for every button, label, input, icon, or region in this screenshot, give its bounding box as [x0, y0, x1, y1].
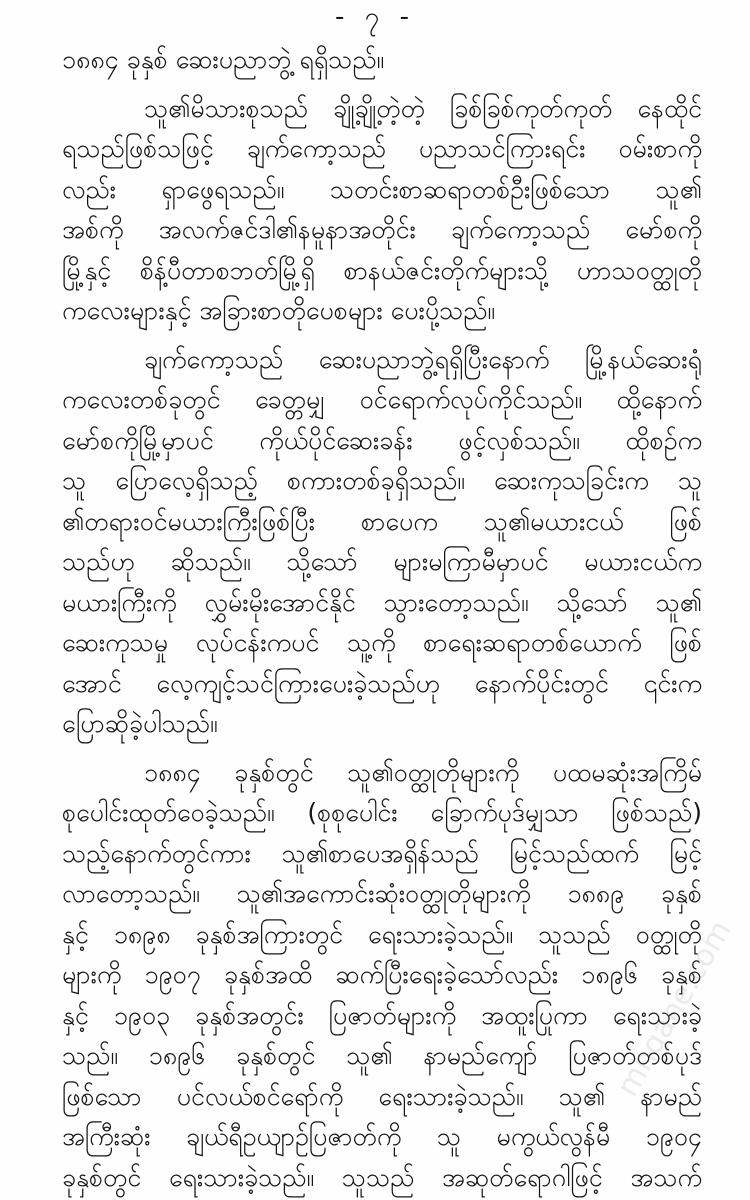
text-line: သူ ပြောလေ့ရှိသည့် စကားတစ်ခုရှိသည်။ ဆေးကုသခြင်းက သူ [62, 466, 702, 495]
text-line: မော်စကိုမြို့မှာပင် ကိုယ်ပိုင်ဆေးခန်း ဖွင့်လှစ်သည်။ ထိုစဉ်က [62, 425, 702, 455]
text-line: သည်ဟု ဆိုသည်။ သို့သော် များမကြာမီမှာပင် မယားငယ်က [62, 547, 702, 576]
text-line: ကလေးတစ်ခုတွင် ခေတ္တမျှ ဝင်ရောက်လုပ်ကိုင်သည်။ ထို့နောက် [62, 385, 702, 414]
text-line: သည့်နောက်တွင်ကား သူ၏စာပေအရှိန်သည် မြင့်သည်ထက် မြင့် [62, 838, 702, 868]
paragraph-first-line: ၁၈၈၄ ခုနှစ်တွင် သူ၏ဝတ္ထုတိုများကို ပထမဆုံးအကြိမ် [144, 757, 702, 787]
text-line: ဖြစ်သော ပင်လယ်စင်ရော်ကို ရေးသားခဲ့သည်။ သူ၏ နာမည် [62, 1081, 702, 1111]
text-line: မယားကြီးကို လွှမ်းမိုးအောင်နိုင် သွားတော့သည်။ သို့သော် သူ၏ [62, 587, 702, 617]
text-line: ၏တရားဝင်မယားကြီးဖြစ်ပြီး စာပေက သူ၏မယားငယ် ဖြစ် [62, 506, 702, 536]
text-line: ခုနှစ်တွင် ရေးသားခဲ့သည်။ သူသည် အဆုတ်ရောဂါဖြင့် အသက် [62, 1162, 702, 1192]
text-line: ပြောဆိုခဲ့ပါသည်။ [62, 709, 218, 738]
paragraph-first-line: ချက်ကော့သည် ဆေးပညာဘွဲ့ရရှိပြီးနောက် မြို့နယ်ဆေးရုံ [144, 344, 702, 374]
text-line: များကို ၁၉၀၇ ခုနှစ်အထိ ဆက်ပြီးရေးခဲ့သော်လည်း ၁၈၉၆ ခုနှစ် [62, 960, 702, 989]
text-line: ရသည်ဖြစ်သဖြင့် ချက်ကော့သည် ပညာသင်ကြားရင်း ဝမ်းစာကို [62, 134, 702, 163]
text-line: လည်း ရှာဖွေရသည်။ သတင်းစာဆရာတစ်ဦးဖြစ်သော သူ၏ [62, 174, 702, 204]
watermark: mngane.com [610, 914, 739, 1103]
text-line: ဆေးကုသမှု လုပ်ငန်းကပင် သူ့ကို စာရေးဆရာတစ်ယောက် ဖြစ် [62, 628, 702, 657]
text-line: ကလေးများနှင့် အခြားစာတိုပေစများ ပေးပို့သည်။ [62, 296, 495, 325]
text-line: အောင် လေ့ကျင့်သင်ကြားပေးခဲ့သည်ဟု နောက်ပိုင်းတွင် ၎င်းက [62, 668, 702, 698]
text-line: ၁၈၈၄ ခုနှစ် ဆေးပညာဘွဲ့ ရရှိသည်။ [62, 45, 385, 74]
text-line: အကြီးဆုံး ချယ်ရီဥယျာဉ်ပြဇာတ်ကို သူ မကွယ်လွန်မီ ၁၉၀၄ [62, 1122, 702, 1151]
text-line: လာတော့သည်။ သူ၏အကောင်းဆုံးဝတ္ထုတိုများကို ၁၈၈၉ ခုနှစ် [62, 879, 702, 908]
text-line: နှင့် ၁၉၀၃ ခုနှစ်အတွင်း ပြဇာတ်များကို အထူးပြုကာ ရေးသားခဲ့ [62, 1000, 702, 1030]
page-number: - ၇ - [335, 2, 415, 32]
text-line: သည်။ ၁၈၉၆ ခုနှစ်တွင် သူ၏ နာမည်ကျော် ပြဇာတ်တစ်ပုဒ် [62, 1041, 702, 1070]
text-line: စုပေါင်းထုတ်ဝေခဲ့သည်။ (စုစုပေါင်း ခြောက်ပုဒ်မျှသာ ဖြစ်သည်) [62, 798, 702, 827]
text-line: နှင့် ၁၈၉၈ ခုနှစ်အကြားတွင် ရေးသားခဲ့သည်။ သူသည် ဝတ္ထုတို [62, 919, 702, 949]
text-line: အစ်ကို အလက်ဇင်ဒါ၏နမူနာအတိုင်း ချက်ကော့သည် မော်စကို [62, 215, 702, 244]
paragraph-first-line: သူ၏မိသားစုသည် ချို့ချို့တဲ့တဲ့ ခြစ်ခြစ်ကုတ်ကုတ် နေထိုင် [144, 93, 702, 123]
text-line: မြို့နှင့် စိန့်ပီတာစဘတ်မြို့ရှိ စာနယ်ဇင်းတိုက်များသို့ ဟာသဝတ္ထုတို [62, 255, 702, 285]
